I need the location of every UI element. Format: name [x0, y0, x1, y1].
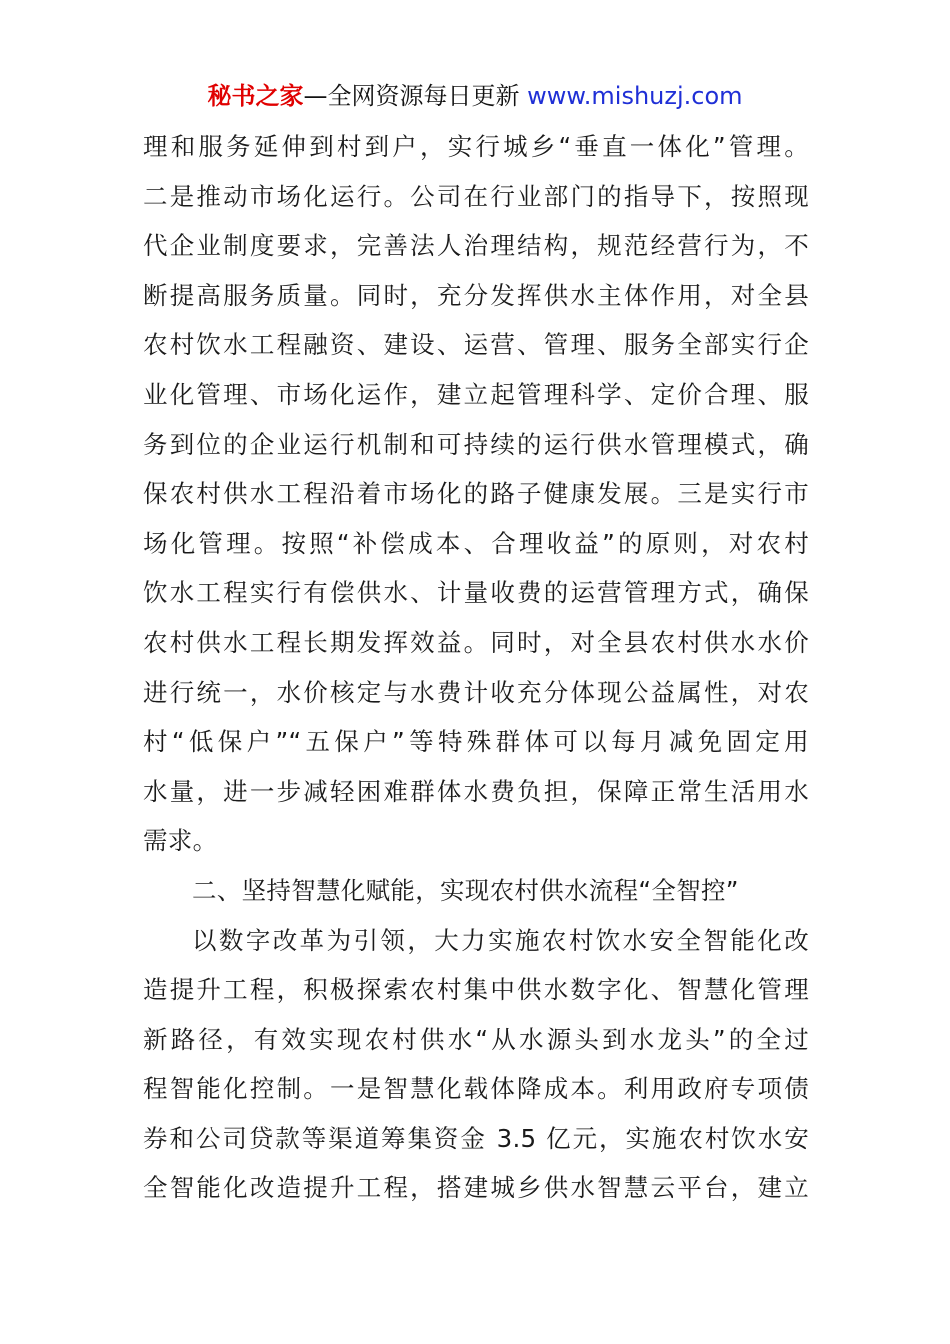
site-tagline: —全网资源每日更新: [303, 82, 528, 110]
text-line: 村“低保户”“五保户”等特殊群体可以每月减免固定用: [143, 727, 809, 757]
text-line: 新路径，有效实现农村供水“从水源头到水龙头”的全过: [143, 1024, 809, 1054]
text-line: 断提高服务质量。同时，充分发挥供水主体作用，对全县: [143, 280, 809, 310]
text-line: 农村供水工程长期发挥效益。同时，对全县农村供水水价: [143, 627, 809, 657]
text-line: 务到位的企业运行机制和可持续的运行供水管理模式，确: [143, 429, 809, 459]
text-line: 业化管理、市场化运作，建立起管理科学、定价合理、服: [143, 379, 809, 409]
text-line: 进行统一，水价核定与水费计收充分体现公益属性，对农: [143, 677, 809, 707]
site-brand: 秘书之家: [207, 82, 304, 110]
text-line: 理和服务延伸到村到户，实行城乡“垂直一体化”管理。: [143, 132, 809, 161]
text-line: 农村饮水工程融资、建设、运营、管理、服务全部实行企: [143, 330, 809, 360]
section-heading: 二、坚持智慧化赋能，实现农村供水流程“全智控”: [192, 875, 739, 905]
text-line: 以数字改革为引领，大力实施农村饮水安全智能化改: [192, 925, 809, 955]
text-line: 二是推动市场化运行。公司在行业部门的指导下，按照现: [143, 181, 809, 211]
text-line: 券和公司贷款等渠道筹集资金 3.5 亿元，实施农村饮水安: [143, 1123, 809, 1153]
text-line: 程智能化控制。一是智慧化载体降成本。利用政府专项债: [143, 1074, 809, 1104]
text-line: 需求。: [143, 826, 218, 856]
text-line: 代企业制度要求，完善法人治理结构，规范经营行为，不: [143, 231, 809, 261]
text-line: 饮水工程实行有偿供水、计量收费的运营管理方式，确保: [143, 578, 809, 608]
text-line: 水量，进一步减轻困难群体水费负担，保障正常生活用水: [143, 776, 809, 806]
document-body: [143, 122, 809, 1213]
text-line: 造提升工程，积极探索农村集中供水数字化、智慧化管理: [143, 975, 809, 1005]
text-line: 场化管理。按照“补偿成本、合理收益”的原则，对农村: [143, 528, 809, 558]
site-url[interactable]: www.mishuzj.com: [527, 82, 743, 110]
text-line: 全智能化改造提升工程，搭建城乡供水智慧云平台，建立: [143, 1173, 809, 1203]
site-header: [0, 78, 950, 114]
text-line: 保农村供水工程沿着市场化的路子健康发展。三是实行市: [143, 479, 809, 509]
